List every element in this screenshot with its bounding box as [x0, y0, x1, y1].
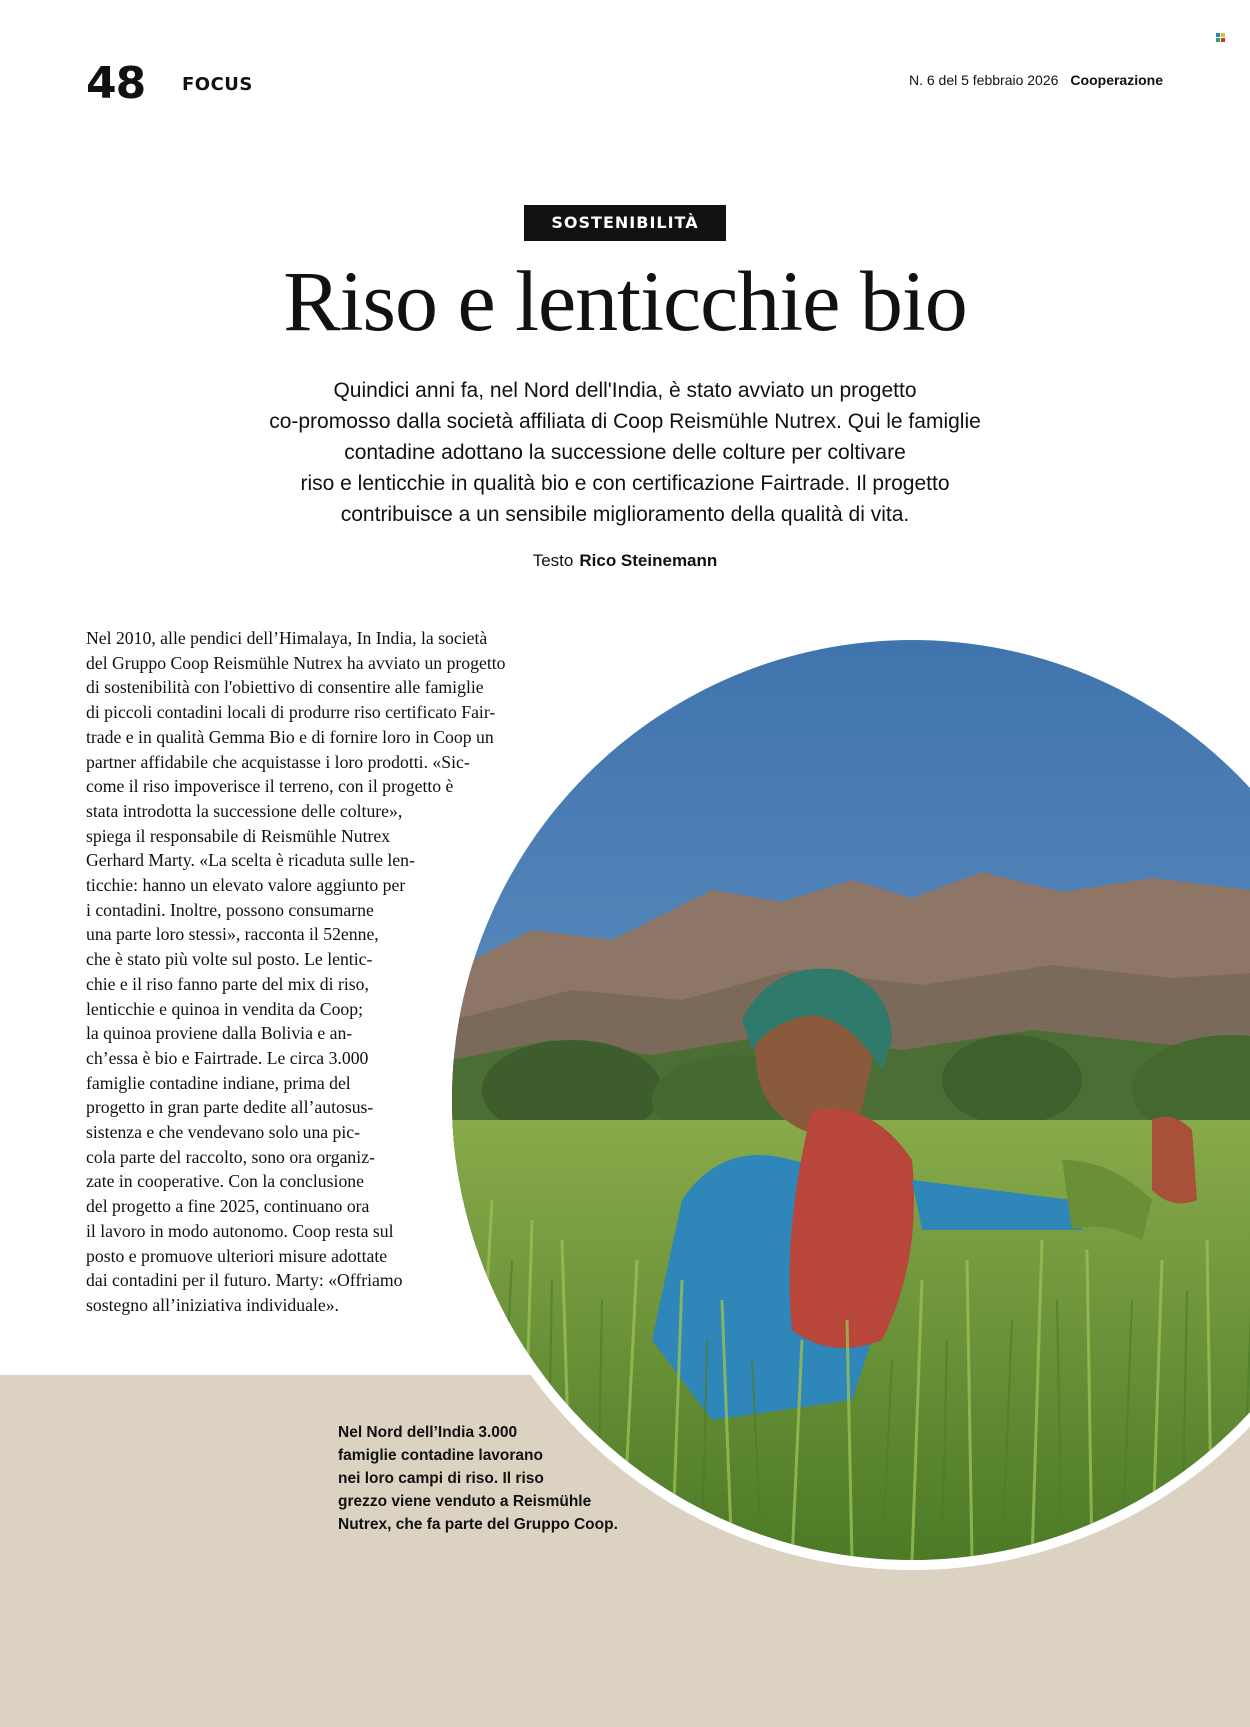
- body-line: stata introdotta la successione delle colture»,: [86, 800, 403, 821]
- body-line: come il riso impoverisce il terreno, con il progetto è: [86, 776, 454, 797]
- lead-line: contribuisce a un sensibile miglioramento della qualità di vita.: [340, 503, 910, 526]
- byline-label: Testo: [532, 551, 574, 570]
- page-number: 48: [86, 58, 146, 109]
- body-line: spiega il responsabile di Reismühle Nutrex: [86, 825, 391, 846]
- body-line: Gerhard Marty. «La scelta è ricaduta sulle len-: [86, 850, 415, 871]
- body-line: posto e promuove ulteriori misure adottate: [86, 1245, 388, 1266]
- body-line: trade e in qualità Gemma Bio e di fornire loro in Coop un: [86, 726, 494, 747]
- body-line: di piccoli contadini locali di produrre riso certificato Fair-: [86, 702, 496, 723]
- kicker-badge: SOSTENIBILITÀ: [524, 205, 726, 241]
- caption-line: Nutrex, che fa parte del Gruppo Coop.: [338, 1516, 618, 1533]
- body-line: zate in cooperative. Con la conclusione: [86, 1171, 364, 1192]
- body-line: sistenza e che vendevano solo una pic-: [86, 1122, 361, 1143]
- lead-line: riso e lenticchie in qualità bio e con certificazione Fairtrade. Il progetto: [300, 472, 950, 495]
- caption-line: famiglie contadine lavorano: [338, 1447, 543, 1464]
- body-line: ticchie: hanno un elevato valore aggiunto per: [86, 875, 406, 896]
- lead-line: co-promosso dalla società affiliata di Coop Reismühle Nutrex. Qui le famiglie: [269, 410, 981, 433]
- body-line: lenticchie e quinoa in vendita da Coop;: [86, 998, 364, 1019]
- body-line: famiglie contadine indiane, prima del: [86, 1072, 351, 1093]
- lead-line: contadine adottano la successione delle colture per coltivare: [344, 441, 906, 464]
- issue-date: N. 6 del 5 febbraio 2026: [908, 72, 1059, 88]
- body-line: di sostenibilità con l'obiettivo di consentire alle famiglie: [86, 677, 484, 698]
- body-line: cola parte del raccolto, sono ora organiz-: [86, 1146, 375, 1167]
- body-line: che è stato più volte sul posto. Le lentic-: [86, 949, 373, 970]
- body-line: ch’essa è bio e Fairtrade. Le circa 3.000: [86, 1047, 369, 1068]
- photo-caption: [338, 1421, 638, 1536]
- body-line: Nel 2010, alle pendici dell’Himalaya, In India, la società: [86, 628, 488, 648]
- body-line: progetto in gran parte dedite all’autosus-: [86, 1097, 374, 1118]
- article-body: [86, 626, 556, 1318]
- article-title: Riso e lenticchie bio: [283, 253, 967, 349]
- body-line: del Gruppo Coop Reismühle Nutrex ha avviato un progetto: [86, 652, 506, 673]
- body-line: sostegno all’iniziativa individuale».: [86, 1294, 339, 1315]
- body-line: dai contadini per il futuro. Marty: «Offriamo: [86, 1270, 403, 1291]
- body-line: partner affidabile che acquistasse i loro prodotti. «Sic-: [86, 751, 470, 772]
- section-label: FOCUS: [182, 74, 253, 95]
- lead-paragraph: [225, 375, 1025, 530]
- magazine-name: Cooperazione: [1070, 72, 1163, 88]
- color-mark-icon: [1216, 33, 1225, 42]
- body-line: il lavoro in modo autonomo. Coop resta sul: [86, 1220, 394, 1241]
- byline: [0, 551, 1250, 571]
- issue-info: [909, 72, 1163, 88]
- body-line: la quinoa proviene dalla Bolivia e an-: [86, 1023, 353, 1044]
- caption-line: Nel Nord dell’India 3.000: [338, 1424, 518, 1441]
- caption-line: grezzo viene venduto a Reismühle: [338, 1493, 592, 1510]
- body-line: chie e il riso fanno parte del mix di riso,: [86, 973, 369, 994]
- body-line: i contadini. Inoltre, possono consumarne: [86, 899, 374, 920]
- caption-line: nei loro campi di riso. Il riso: [338, 1470, 544, 1487]
- byline-author: Rico Steinemann: [579, 551, 718, 570]
- lead-line: Quindici anni fa, nel Nord dell'India, è stato avviato un progetto: [333, 379, 917, 402]
- body-line: del progetto a fine 2025, continuano ora: [86, 1196, 370, 1217]
- body-line: una parte loro stessi», racconta il 52enne,: [86, 924, 379, 945]
